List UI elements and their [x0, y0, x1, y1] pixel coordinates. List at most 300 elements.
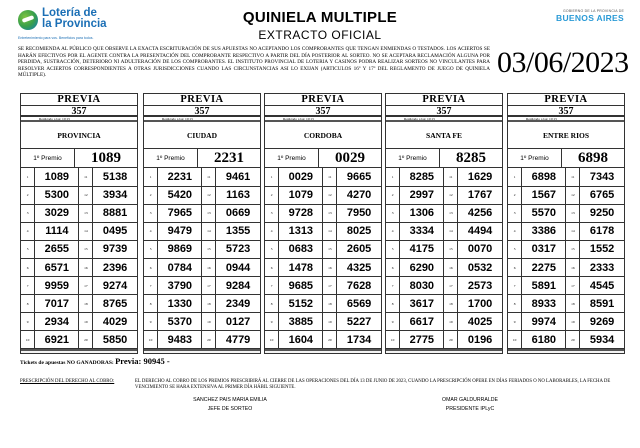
- position: 8: [21, 295, 35, 313]
- position: 14: [566, 222, 580, 240]
- result-number: 3386: [522, 222, 566, 240]
- result-number: 6617: [400, 313, 444, 331]
- board-footer: [508, 349, 624, 353]
- draw-number: 357: [21, 106, 137, 117]
- first-prize-label: 1º Premio: [508, 149, 562, 167]
- result-number: 1079: [279, 186, 323, 204]
- result-number: 7628: [337, 277, 381, 295]
- sig1-name: SANCHEZ PAIS MARIA EMILIA: [193, 397, 267, 403]
- position: 5: [144, 240, 158, 258]
- position: 10: [386, 331, 400, 349]
- position: 3: [508, 204, 522, 222]
- result-number: 3885: [279, 313, 323, 331]
- draw-name: PREVIA: [144, 94, 260, 106]
- result-number: 0944: [216, 258, 260, 276]
- sig2-name: OMAR GALDURRALDE: [442, 397, 498, 403]
- position: 18: [202, 295, 216, 313]
- result-row: [386, 331, 502, 349]
- first-prize-value: 6898: [578, 150, 608, 166]
- result-number: 0669: [216, 204, 260, 222]
- position: 12: [79, 186, 93, 204]
- position: 18: [79, 295, 93, 313]
- result-row: [265, 240, 381, 258]
- first-prize-value: 1089: [91, 150, 121, 166]
- position: 8: [144, 295, 158, 313]
- draw-time: Realizado a las: 10:15: [386, 117, 502, 122]
- notice-text: SE RECOMIENDA AL PÚBLICO QUE OBSERVE LA EXACTA ESCRITURACIÓN DE SUS APUESTAS NO ACEPTANDO LOS COMPROBANTES QUE TENGAN ENMIENDAS O TESTADOS. LOS ACIERTOS SE HARÁN EFECTIVOS POR EL AGENTE CONTRA LA PRESENTACIÓN DEL COMPROBANTE RESPECTIVO A PARTIR DEL DÍA POSTERIOR AL SORTEO. NO SE ACEPTARA RECLAMACIÓN ALGUNA POR PERDIDA, SUSTRACCIÓN, DETERIORO NI ADULTERACIÓN DE LOS COMPROBANTES. EL INSTITUTO PROVINCIAL DE LOTERIA Y CASINOS PODRA REALIZAR SORTEOS NO VINCULANTES PARA RESOLVER ACIERTOS CORRESPONDIENTES A OTRAS JURISDICCIONES CUANDO LAS CIRCUNSTANCIAS ASI LO EXIJAN (ARTICULOS 16º Y 17º DEL REGLAMENTO DE JUEGO DE QUINIELA MÚLTIPLE).: [18, 46, 490, 79]
- position: 6: [144, 258, 158, 276]
- result-number: 3617: [400, 295, 444, 313]
- result-number: 0317: [522, 240, 566, 258]
- result-number: 7950: [337, 204, 381, 222]
- position: 19: [323, 313, 337, 331]
- result-number: 1734: [337, 331, 381, 349]
- result-number: 9739: [93, 240, 137, 258]
- result-number: 1700: [458, 295, 502, 313]
- position: 17: [79, 277, 93, 295]
- result-number: 8765: [93, 295, 137, 313]
- non-winning-tickets: [20, 356, 170, 366]
- position: 16: [444, 258, 458, 276]
- signature-1: [160, 396, 300, 414]
- result-number: 1552: [580, 240, 624, 258]
- board-footer: [144, 349, 260, 353]
- position: 8: [508, 295, 522, 313]
- board-entre-rios: [507, 93, 625, 354]
- position: 14: [444, 222, 458, 240]
- prescription-label: PRESCRIPCIÓN DEL DERECHO AL COBRO:: [20, 379, 115, 384]
- position: 20: [444, 331, 458, 349]
- result-number: 6569: [337, 295, 381, 313]
- sig2-role: PRESIDENTE IPLyC: [445, 406, 495, 412]
- draw-number: 357: [144, 106, 260, 117]
- board-provincia: [20, 93, 138, 354]
- position: 7: [265, 277, 279, 295]
- result-number: 9269: [580, 313, 624, 331]
- result-number: 8285: [400, 168, 444, 186]
- page-title: QUINIELA MULTIPLE: [242, 9, 398, 26]
- draw-name: PREVIA: [21, 94, 137, 106]
- draw-time: Realizado a las: 10:15: [144, 117, 260, 122]
- draw-time: Realizado a las: 10:15: [265, 117, 381, 122]
- position: 11: [79, 168, 93, 186]
- result-number: 7343: [580, 168, 624, 186]
- result-row: [144, 295, 260, 313]
- position: 14: [79, 222, 93, 240]
- result-number: 5420: [158, 186, 202, 204]
- position: 19: [202, 313, 216, 331]
- result-number: 2775: [400, 331, 444, 349]
- result-row: [508, 258, 624, 276]
- position: 7: [144, 277, 158, 295]
- result-row: [508, 331, 624, 349]
- result-number: 9483: [158, 331, 202, 349]
- position: 15: [566, 240, 580, 258]
- position: 12: [566, 186, 580, 204]
- position: 16: [323, 258, 337, 276]
- result-row: [386, 222, 502, 240]
- position: 9: [144, 313, 158, 331]
- position: 7: [21, 277, 35, 295]
- result-row: [21, 331, 137, 349]
- results-table: [508, 168, 624, 349]
- result-number: 1306: [400, 204, 444, 222]
- result-number: 5300: [35, 186, 79, 204]
- position: 13: [566, 204, 580, 222]
- result-number: 5570: [522, 204, 566, 222]
- result-number: 4175: [400, 240, 444, 258]
- draw-date: 03/06/2023: [497, 46, 629, 79]
- result-row: [265, 222, 381, 240]
- gov-logo-small: GOBIERNO DE LA PROVINCIA DE: [562, 9, 624, 13]
- result-number: 1629: [458, 168, 502, 186]
- result-row: [386, 295, 502, 313]
- result-row: [144, 240, 260, 258]
- result-row: [144, 222, 260, 240]
- position: 11: [202, 168, 216, 186]
- first-prize-value: 2231: [214, 150, 244, 166]
- result-number: 5891: [522, 277, 566, 295]
- gov-logo-big: BUENOS AIRES: [556, 13, 624, 23]
- position: 2: [21, 186, 35, 204]
- first-prize-value: 8285: [456, 150, 486, 166]
- position: 5: [21, 240, 35, 258]
- first-prize-label: 1º Premio: [144, 149, 198, 167]
- result-row: [265, 168, 381, 186]
- result-number: 9274: [93, 277, 137, 295]
- position: 2: [386, 186, 400, 204]
- position: 14: [202, 222, 216, 240]
- position: 14: [323, 222, 337, 240]
- position: 8: [386, 295, 400, 313]
- result-number: 8881: [93, 204, 137, 222]
- draw-name: PREVIA: [265, 94, 381, 106]
- position: 16: [202, 258, 216, 276]
- result-row: [21, 295, 137, 313]
- result-number: 2333: [580, 258, 624, 276]
- result-row: [144, 313, 260, 331]
- result-number: 2997: [400, 186, 444, 204]
- signature-2: [400, 396, 540, 414]
- position: 15: [444, 240, 458, 258]
- result-number: 6571: [35, 258, 79, 276]
- result-number: 2396: [93, 258, 137, 276]
- position: 16: [566, 258, 580, 276]
- result-number: 9250: [580, 204, 624, 222]
- result-row: [265, 277, 381, 295]
- position: 17: [323, 277, 337, 295]
- position: 5: [386, 240, 400, 258]
- position: 13: [444, 204, 458, 222]
- result-number: 2655: [35, 240, 79, 258]
- position: 17: [566, 277, 580, 295]
- result-row: [144, 186, 260, 204]
- result-number: 4494: [458, 222, 502, 240]
- logo-tagline: Entretenimiento para vos. Beneficios para todos.: [18, 36, 94, 40]
- result-number: 9461: [216, 168, 260, 186]
- jurisdiction: SANTA FE: [386, 122, 502, 149]
- jurisdiction: PROVINCIA: [21, 122, 137, 149]
- result-row: [21, 313, 137, 331]
- result-number: 9728: [279, 204, 323, 222]
- result-number: 9869: [158, 240, 202, 258]
- position: 9: [508, 313, 522, 331]
- result-row: [386, 204, 502, 222]
- result-number: 6180: [522, 331, 566, 349]
- position: 11: [566, 168, 580, 186]
- position: 20: [79, 331, 93, 349]
- position: 2: [265, 186, 279, 204]
- results-table: [144, 168, 260, 349]
- result-number: 5723: [216, 240, 260, 258]
- result-row: [265, 331, 381, 349]
- result-number: 2605: [337, 240, 381, 258]
- result-number: 0532: [458, 258, 502, 276]
- position: 5: [265, 240, 279, 258]
- result-number: 8025: [337, 222, 381, 240]
- result-number: 6921: [35, 331, 79, 349]
- first-prize-label: 1º Premio: [21, 149, 75, 167]
- result-row: [508, 313, 624, 331]
- result-number: 8933: [522, 295, 566, 313]
- position: 13: [202, 204, 216, 222]
- position: 13: [79, 204, 93, 222]
- result-row: [508, 186, 624, 204]
- result-row: [508, 295, 624, 313]
- result-number: 2934: [35, 313, 79, 331]
- result-row: [265, 258, 381, 276]
- result-row: [21, 204, 137, 222]
- position: 2: [144, 186, 158, 204]
- position: 9: [21, 313, 35, 331]
- result-row: [144, 331, 260, 349]
- result-row: [144, 277, 260, 295]
- result-number: 9685: [279, 277, 323, 295]
- result-row: [144, 204, 260, 222]
- position: 1: [21, 168, 35, 186]
- result-number: 2573: [458, 277, 502, 295]
- result-row: [21, 186, 137, 204]
- result-number: 5138: [93, 168, 137, 186]
- position: 3: [265, 204, 279, 222]
- result-row: [21, 168, 137, 186]
- result-row: [386, 240, 502, 258]
- board-footer: [265, 349, 381, 353]
- first-prize: [144, 149, 260, 168]
- jurisdiction: CORDOBA: [265, 122, 381, 149]
- result-number: 1604: [279, 331, 323, 349]
- board-cordoba: [264, 93, 382, 354]
- result-number: 0127: [216, 313, 260, 331]
- result-row: [508, 168, 624, 186]
- first-prize-label: 1º Premio: [386, 149, 440, 167]
- result-number: 3790: [158, 277, 202, 295]
- tickets-label: Tickets de apuestas NO GANADORAS:: [20, 360, 114, 366]
- result-number: 3334: [400, 222, 444, 240]
- result-number: 4779: [216, 331, 260, 349]
- result-number: 9959: [35, 277, 79, 295]
- board-ciudad: [143, 93, 261, 354]
- draw-number: 357: [265, 106, 381, 117]
- position: 12: [323, 186, 337, 204]
- position: 1: [144, 168, 158, 186]
- position: 20: [323, 331, 337, 349]
- result-number: 0683: [279, 240, 323, 258]
- logo-line-1: Lotería de: [42, 7, 97, 19]
- position: 6: [508, 258, 522, 276]
- page-subtitle: EXTRACTO OFICIAL: [258, 28, 382, 42]
- result-number: 0029: [279, 168, 323, 186]
- sig1-role: JEFE DE SORTEO: [207, 406, 253, 412]
- position: 18: [323, 295, 337, 313]
- position: 2: [508, 186, 522, 204]
- gov-logo: [556, 9, 624, 23]
- results-table: [21, 168, 137, 349]
- result-row: [386, 277, 502, 295]
- position: 19: [566, 313, 580, 331]
- draw-name: PREVIA: [508, 94, 624, 106]
- result-number: 7965: [158, 204, 202, 222]
- position: 15: [323, 240, 337, 258]
- position: 6: [386, 258, 400, 276]
- result-row: [144, 168, 260, 186]
- results-table: [386, 168, 502, 349]
- result-number: 4270: [337, 186, 381, 204]
- first-prize: [21, 149, 137, 168]
- result-number: 9974: [522, 313, 566, 331]
- result-row: [386, 313, 502, 331]
- result-number: 4256: [458, 204, 502, 222]
- draw-number: 357: [386, 106, 502, 117]
- position: 3: [144, 204, 158, 222]
- result-number: 2231: [158, 168, 202, 186]
- position: 15: [79, 240, 93, 258]
- first-prize: [386, 149, 502, 168]
- result-number: 3934: [93, 186, 137, 204]
- result-row: [265, 204, 381, 222]
- position: 4: [144, 222, 158, 240]
- position: 15: [202, 240, 216, 258]
- position: 5: [508, 240, 522, 258]
- result-number: 1355: [216, 222, 260, 240]
- result-number: 9284: [216, 277, 260, 295]
- result-row: [386, 186, 502, 204]
- tickets-value: Previa: 90945 -: [115, 356, 170, 366]
- result-number: 9665: [337, 168, 381, 186]
- result-row: [21, 222, 137, 240]
- jurisdiction: CIUDAD: [144, 122, 260, 149]
- draw-time: Realizado a las: 10:15: [508, 117, 624, 122]
- position: 11: [444, 168, 458, 186]
- result-number: 1089: [35, 168, 79, 186]
- result-row: [508, 222, 624, 240]
- result-row: [144, 258, 260, 276]
- position: 19: [79, 313, 93, 331]
- draw-time: Realizado a las: 10:15: [21, 117, 137, 122]
- position: 10: [21, 331, 35, 349]
- result-row: [265, 313, 381, 331]
- position: 4: [508, 222, 522, 240]
- position: 1: [508, 168, 522, 186]
- position: 17: [444, 277, 458, 295]
- position: 20: [202, 331, 216, 349]
- results-table: [265, 168, 381, 349]
- result-number: 0070: [458, 240, 502, 258]
- result-number: 6765: [580, 186, 624, 204]
- position: 18: [444, 295, 458, 313]
- result-row: [386, 258, 502, 276]
- result-number: 4545: [580, 277, 624, 295]
- position: 12: [444, 186, 458, 204]
- result-row: [21, 277, 137, 295]
- result-number: 0495: [93, 222, 137, 240]
- position: 1: [386, 168, 400, 186]
- result-row: [265, 295, 381, 313]
- position: 4: [386, 222, 400, 240]
- first-prize-value: 0029: [335, 150, 365, 166]
- result-row: [265, 186, 381, 204]
- result-row: [386, 168, 502, 186]
- result-number: 6178: [580, 222, 624, 240]
- prescription-text: EL DERECHO AL COBRO DE LOS PREMIOS PRESCRIBIRÁ AL CIERRE DE LAS OPERACIONES DEL DÍA 13 DE JUNIO DE 2023, CUANDO LA PRESCRIPCIÓN OPERE EN DÍAS FERIADOS O NO LABORABLES, LA FECHA DE VENCIMIENTO SE HARA EXTENSIVA AL PRIMER DÍA HÁBIL SIGUIENTE.: [135, 379, 611, 390]
- result-row: [508, 204, 624, 222]
- draw-number: 357: [508, 106, 624, 117]
- result-number: 0784: [158, 258, 202, 276]
- position: 9: [386, 313, 400, 331]
- result-number: 2275: [522, 258, 566, 276]
- position: 19: [444, 313, 458, 331]
- position: 12: [202, 186, 216, 204]
- position: 10: [144, 331, 158, 349]
- result-number: 1330: [158, 295, 202, 313]
- result-number: 5152: [279, 295, 323, 313]
- result-number: 6290: [400, 258, 444, 276]
- jurisdiction: ENTRE RIOS: [508, 122, 624, 149]
- result-number: 0196: [458, 331, 502, 349]
- result-number: 6898: [522, 168, 566, 186]
- result-number: 5370: [158, 313, 202, 331]
- result-number: 1767: [458, 186, 502, 204]
- result-number: 2349: [216, 295, 260, 313]
- position: 3: [21, 204, 35, 222]
- result-number: 5850: [93, 331, 137, 349]
- position: 7: [386, 277, 400, 295]
- draw-name: PREVIA: [386, 94, 502, 106]
- result-number: 3029: [35, 204, 79, 222]
- position: 4: [21, 222, 35, 240]
- board-santa-fe: [385, 93, 503, 354]
- result-row: [21, 258, 137, 276]
- result-number: 9479: [158, 222, 202, 240]
- result-row: [508, 240, 624, 258]
- result-number: 1114: [35, 222, 79, 240]
- position: 11: [323, 168, 337, 186]
- position: 8: [265, 295, 279, 313]
- board-footer: [386, 349, 502, 353]
- result-number: 1478: [279, 258, 323, 276]
- result-number: 5227: [337, 313, 381, 331]
- position: 10: [265, 331, 279, 349]
- result-number: 8591: [580, 295, 624, 313]
- logo-line-2: la Provincia: [42, 18, 107, 30]
- position: 3: [386, 204, 400, 222]
- result-number: 4325: [337, 258, 381, 276]
- result-number: 4029: [93, 313, 137, 331]
- position: 16: [79, 258, 93, 276]
- position: 6: [21, 258, 35, 276]
- position: 10: [508, 331, 522, 349]
- board-footer: [21, 349, 137, 353]
